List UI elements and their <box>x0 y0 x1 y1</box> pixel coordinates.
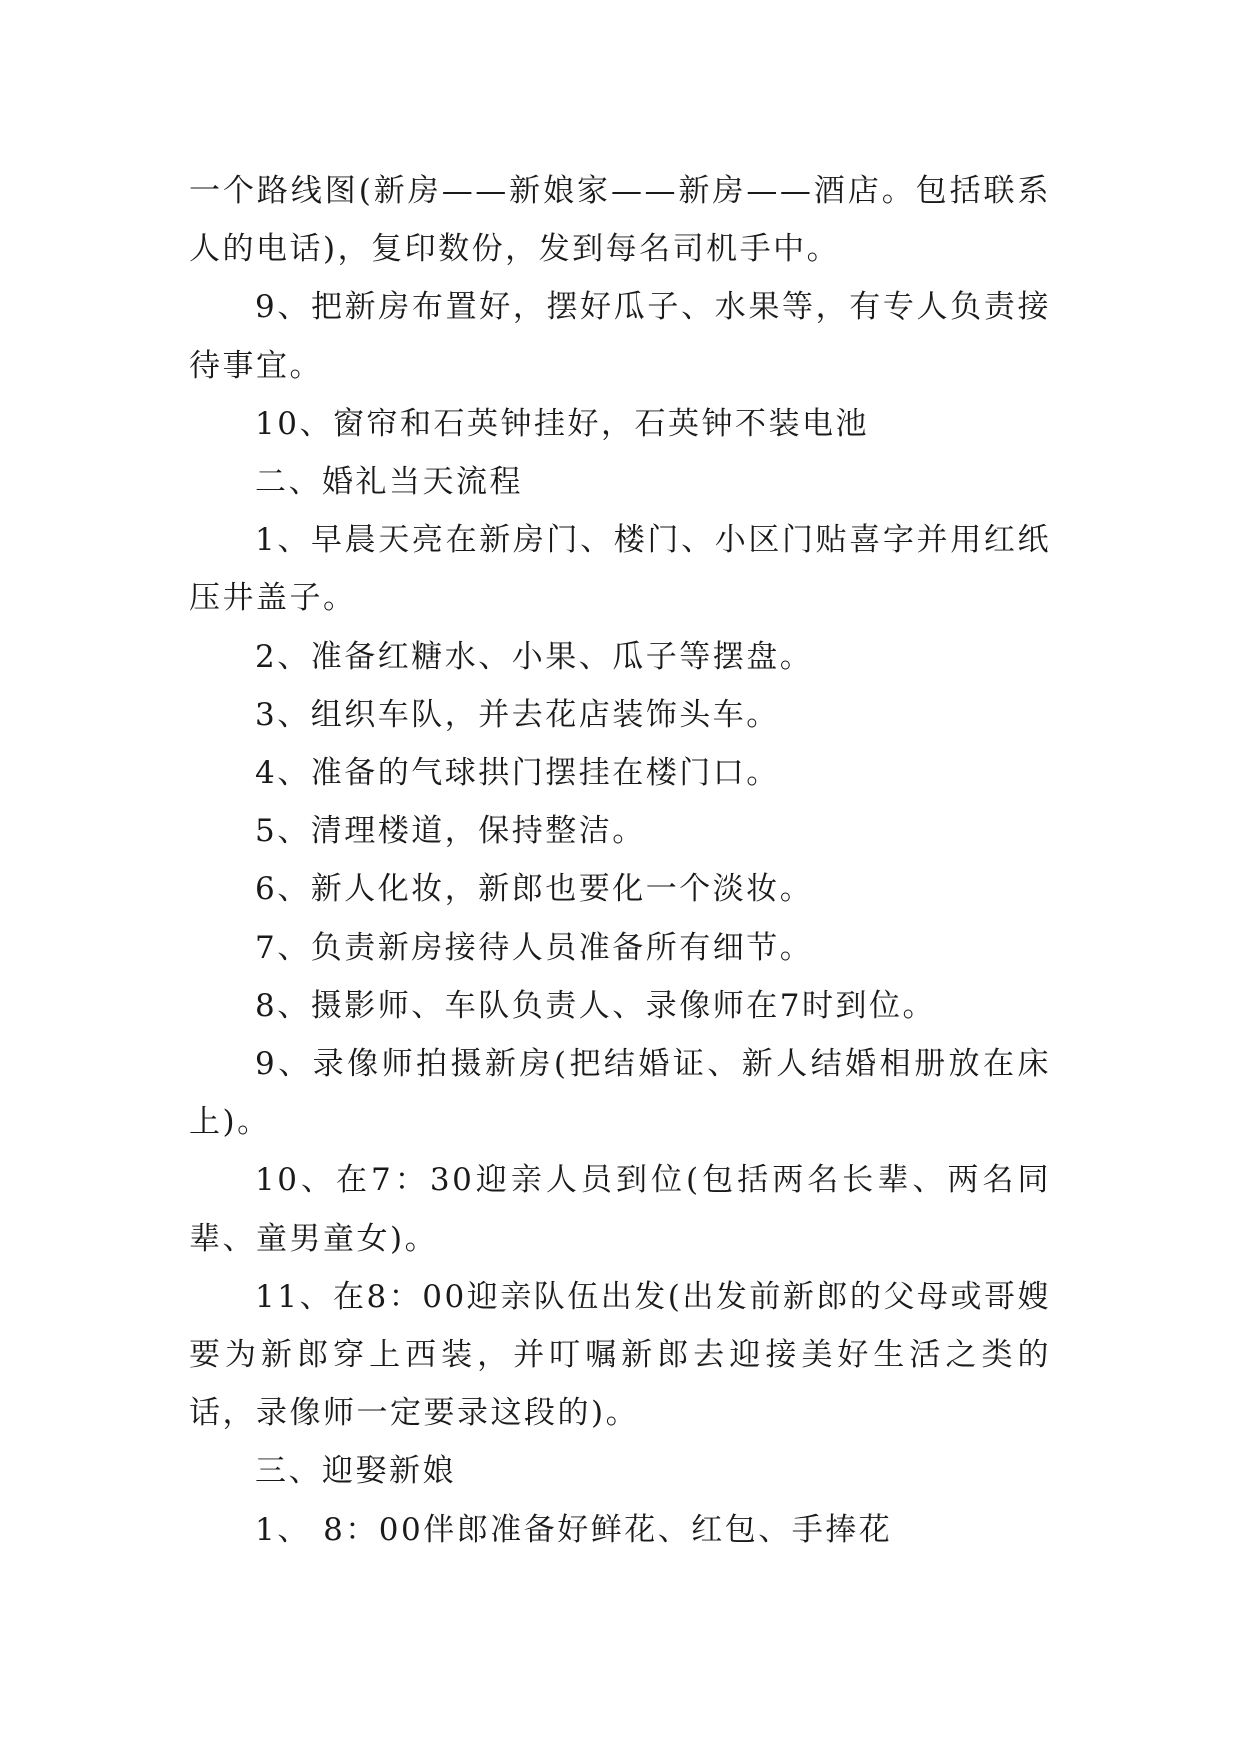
paragraph-item-9-decorate: 9、把新房布置好，摆好瓜子、水果等，有专人负责接待事宜。 <box>189 289 1051 384</box>
paragraph-step-10: 10、在7：30迎亲人员到位(包括两名长辈、两名同辈、童男童女)。 <box>189 1162 1051 1257</box>
paragraph-route-map: 一个路线图(新房——新娘家——新房——酒店。包括联系人的电话)，复印数份，发到每名司机手中。 <box>189 173 1051 268</box>
paragraph-step-3: 3、组织车队，并去花店装饰头车。 <box>255 696 780 733</box>
paragraph-step-6: 6、新人化妆，新郎也要化一个淡妆。 <box>255 871 814 908</box>
paragraph-step-4: 4、准备的气球拱门摆挂在楼门口。 <box>255 755 780 792</box>
section-heading-wedding-day: 二、婚礼当天流程 <box>255 464 523 501</box>
document-body <box>189 162 1051 1559</box>
paragraph-step-7: 7、负责新房接待人员准备所有细节。 <box>255 929 814 966</box>
section-heading-bride-pickup: 三、迎娶新娘 <box>255 1453 456 1490</box>
paragraph-step-11: 11、在8：00迎亲队伍出发(出发前新郎的父母或哥嫂要为新郎穿上西装，并叮嘱新郎去迎接美好生活之类的话，录像师一定要录这段的)。 <box>189 1278 1051 1432</box>
paragraph-step-2: 2、准备红糖水、小果、瓜子等摆盘。 <box>255 638 814 675</box>
paragraph-item-10-curtains: 10、窗帘和石英钟挂好，石英钟不装电池 <box>255 405 869 442</box>
paragraph-step-5: 5、清理楼道，保持整洁。 <box>255 813 646 850</box>
paragraph-step-1: 1、早晨天亮在新房门、楼门、小区门贴喜字并用红纸压井盖子。 <box>189 522 1051 617</box>
paragraph-pickup-step-1: 1、 8：00伴郎准备好鲜花、红包、手捧花 <box>255 1511 893 1548</box>
paragraph-step-8: 8、摄影师、车队负责人、录像师在7时到位。 <box>255 987 936 1024</box>
paragraph-step-9: 9、录像师拍摄新房(把结婚证、新人结婚相册放在床上)。 <box>189 1046 1051 1141</box>
